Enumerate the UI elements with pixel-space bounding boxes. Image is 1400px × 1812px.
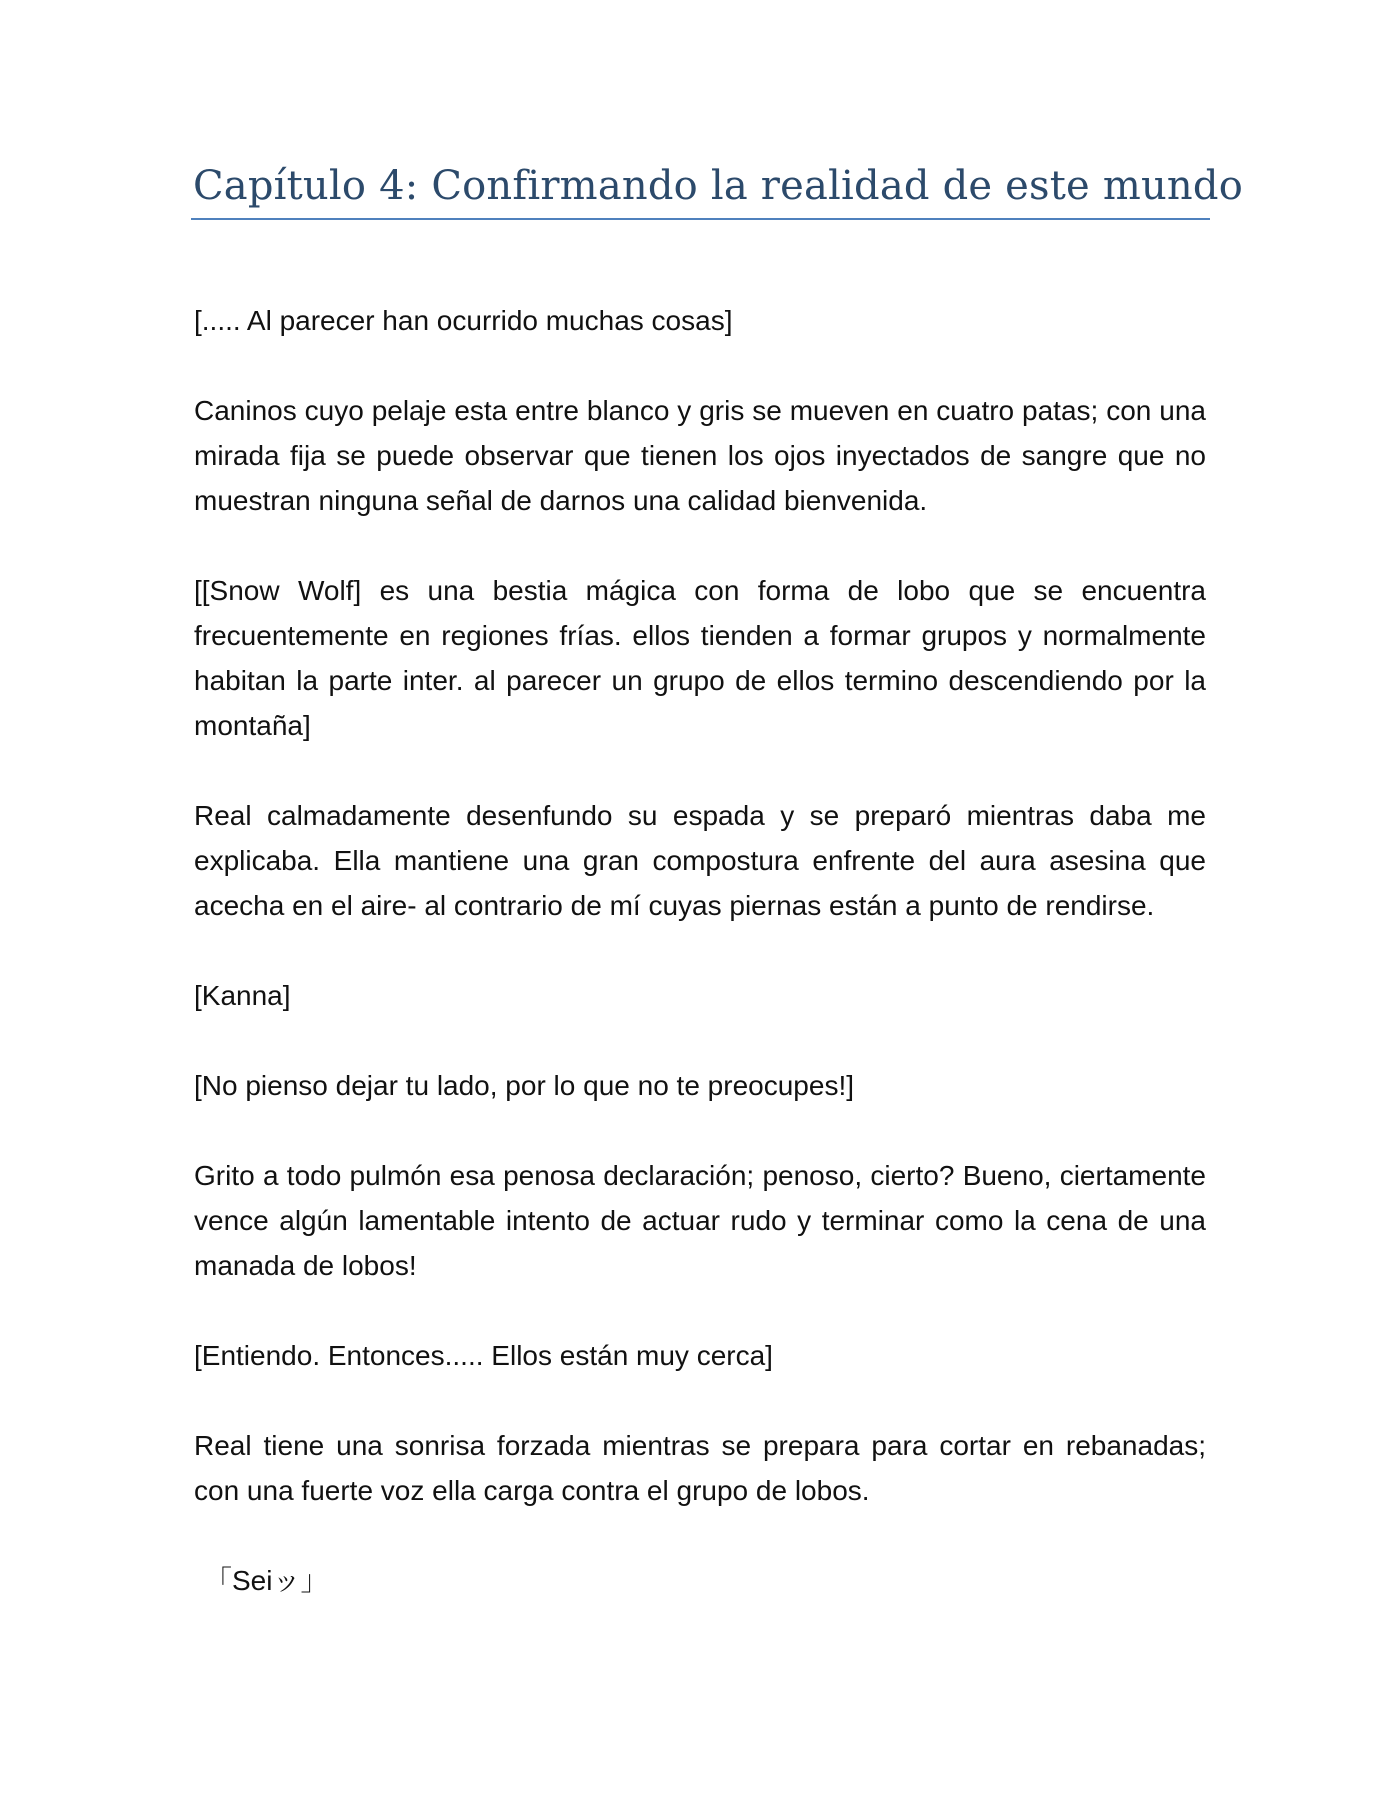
- paragraph-4: Real calmadamente desenfundo su espada y se preparó mientras daba me explicaba. Ella mantiene una gran compostura enfrente del aura asesina que acecha en el aire- al contrario de mí cuyas piernas están a punto de rendirse.: [194, 800, 1206, 921]
- paragraph-9: Real tiene una sonrisa forzada mientras se prepara para cortar en rebanadas; con una fuerte voz ella carga contra el grupo de lobos.: [194, 1430, 1206, 1506]
- paragraph-8: [Entiendo. Entonces..... Ellos están muy cerca]: [194, 1340, 773, 1371]
- paragraph-1: [..... Al parecer han ocurrido muchas cosas]: [194, 305, 733, 336]
- chapter-title: Capítulo 4: Confirmando la realidad de este mundo: [193, 163, 1243, 209]
- title-underline: [191, 218, 1210, 220]
- paragraph-7: Grito a todo pulmón esa penosa declaración; penoso, cierto? Bueno, ciertamente vence algún lamentable intento de actuar rudo y terminar como la cena de una manada de lobos!: [194, 1160, 1206, 1281]
- paragraph-6: [No pienso dejar tu lado, por lo que no te preocupes!]: [194, 1070, 854, 1101]
- document-body: [194, 298, 1206, 1648]
- paragraph-2: Caninos cuyo pelaje esta entre blanco y gris se mueven en cuatro patas; con una mirada fija se puede observar que tienen los ojos inyectados de sangre que no muestran ninguna señal de darnos una calidad bienvenida.: [194, 395, 1206, 516]
- paragraph-5: [Kanna]: [194, 980, 291, 1011]
- paragraph-10: 「Seiッ」: [204, 1565, 329, 1596]
- paragraph-3: [[Snow Wolf] es una bestia mágica con forma de lobo que se encuentra frecuentemente en regiones frías. ellos tienden a formar grupos y normalmente habitan la parte inter. al parecer un grupo de ellos termino descendiendo por la montaña]: [194, 575, 1206, 741]
